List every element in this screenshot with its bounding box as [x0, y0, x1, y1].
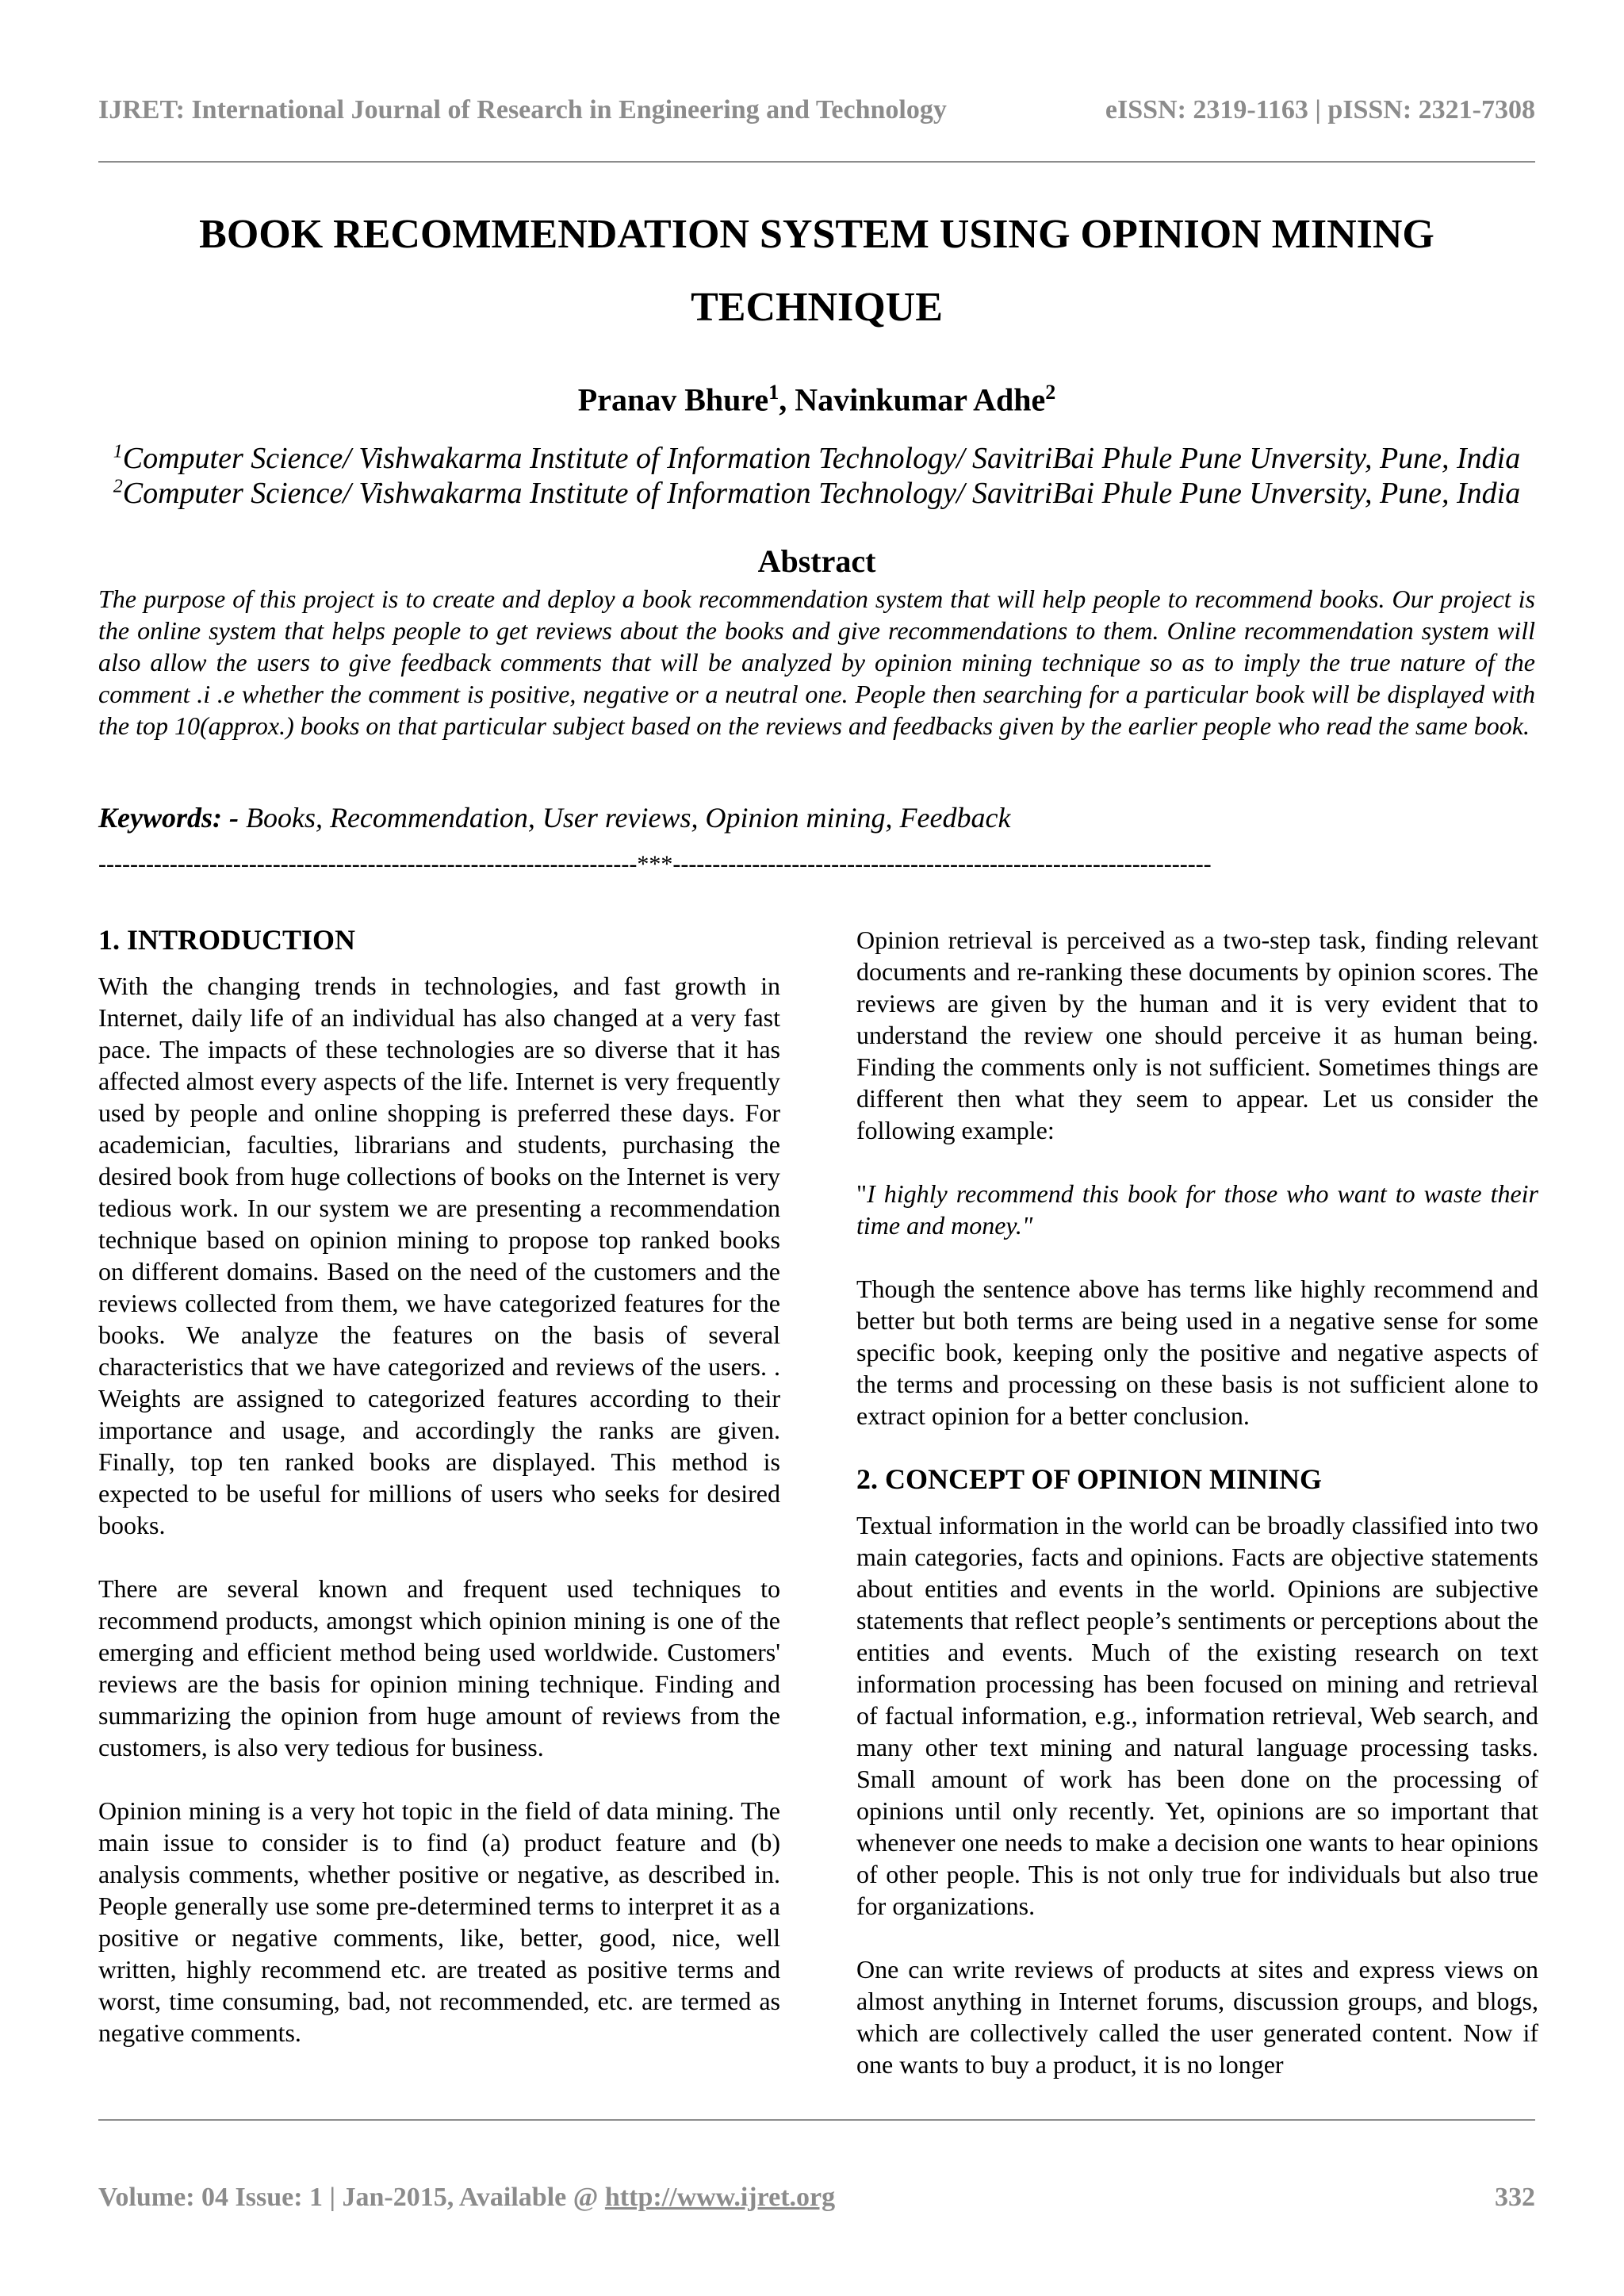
- footer-rule: [98, 2119, 1535, 2121]
- keywords: [98, 801, 1535, 834]
- author-2: Navinkumar Adhe: [795, 381, 1046, 418]
- intro-paragraph-2: There are several known and frequent used techniques to recommend products, amongst which opinion mining is one of the emerging and efficient method being used worldwide. Customers' reviews are the basis for opinion mining technique. Finding and summarizing the opinion from huge amount of reviews from the customers, is also very tedious for business.: [98, 1574, 780, 1761]
- author-1: Pranav Bhure: [577, 381, 769, 418]
- journal-header: IJRET: International Journal of Research in Engineering and Technology: [98, 95, 947, 125]
- affiliation-1-text: Computer Science/ Vishwakarma Institute of Information Technology/ SavitriBai Phule Pune Unversity, Pune, India: [122, 442, 1521, 475]
- affiliation-1-sup: 1: [113, 441, 123, 462]
- right-paragraph-1: Opinion retrieval is perceived as a two-step task, finding relevant documents and re-ranking these documents by opinion scores. The reviews are given by the human and it is very evident that to understand the review one should perceive it as human being. Finding the comments only is not sufficient. Sometimes things are different then what they seem to appear. Let us consider the following example:: [856, 926, 1538, 1144]
- paper-title: [98, 198, 1535, 344]
- introduction-heading: 1. INTRODUCTION: [98, 924, 356, 956]
- affiliation-1: [98, 441, 1535, 476]
- affiliation-2: [98, 476, 1535, 511]
- left-column: [98, 924, 780, 2049]
- keywords-text: Books, Recommendation, User reviews, Opinion mining, Feedback: [238, 802, 1011, 834]
- author-2-sup: 2: [1045, 381, 1056, 404]
- affiliation-2-text: Computer Science/ Vishwakarma Institute of Information Technology/ SavitriBai Phule Pune Unversity, Pune, India: [122, 477, 1521, 510]
- concept-paragraph-2: One can write reviews of products at sites and express views on almost anything in Internet forums, discussion groups, and blogs, which are collectively called the user generated content. Now if one wants to buy a product, it is no longer: [856, 1955, 1538, 2079]
- author-separator: ,: [779, 381, 795, 418]
- title-line-2: TECHNIQUE: [691, 285, 943, 330]
- journal-link[interactable]: http://www.ijret.org: [604, 2183, 836, 2212]
- right-column: [856, 924, 1538, 2080]
- footer-volume: [98, 2183, 835, 2213]
- concept-paragraph-1: Textual information in the world can be broadly classified into two main categories, facts and opinions. Facts are objective statements about entities and events in the world. Opinions are subjective statements that reflect people’s sentiments or perceptions about the entities and events. Much of the existing research on text information processing has been focused on mining and retrieval of factual information, e.g., information retrieval, Web search, and many other text mining and natural language processing tasks. Small amount of work has been done on the processing of opinions until only recently. Yet, opinions are so important that whenever one needs to make a decision one wants to hear opinions of other people. This is not only true for individuals but also true for organizations.: [856, 1511, 1538, 1920]
- title-line-1: BOOK RECOMMENDATION SYSTEM USING OPINION MINING: [199, 212, 1434, 257]
- intro-paragraph-1: With the changing trends in technologies, and fast growth in Internet, daily life of an individual has also changed at a very fast pace. The impacts of these technologies are so diverse that it has affected almost every aspects of the life. Internet is very frequently used by people and online shopping is preferred these days. For academician, faculties, librarians and students, purchasing the desired book from huge collections of books on the Internet is very tedious work. In our system we are presenting a recommendation technique based on opinion mining to propose top ranked books on different domains. Based on the need of the customers and the reviews collected from them, we have categorized features for the books. We analyze the features on the basis of several characteristics that we have categorized and reviews of the users. . Weights are assigned to categorized features according to their importance and usage, and accordingly the ranks are given. Finally, top ten ranked books are displayed. This method is expected to be useful for millions of users who seeks for desired books.: [98, 972, 780, 1539]
- affiliation-2-sup: 2: [113, 476, 123, 497]
- page-number: 332: [1495, 2183, 1535, 2212]
- quote-text: I highly recommend this book for those who want to waste their time and money.": [856, 1179, 1538, 1240]
- section-separator: --------------------------------------------------------------------***--------------------------------------------------------------------: [98, 851, 1212, 877]
- keywords-label: Keywords: -: [98, 802, 239, 834]
- intro-paragraph-3: Opinion mining is a very hot topic in the field of data mining. The main issue to consider is to find (a) product feature and (b) analysis comments, whether positive or negative, as described in. People generally use some pre-determined terms to interpret it as a positive or negative comments, like, better, good, nice, well written, highly recommend etc. are treated as positive terms and worst, time consuming, bad, not recommended, etc. are termed as negative comments.: [98, 1796, 780, 2047]
- quote-open-mark: ": [856, 1179, 868, 1208]
- issn-header: eISSN: 2319-1163 | pISSN: 2321-7308: [1105, 95, 1535, 125]
- abstract-heading: Abstract: [757, 543, 876, 579]
- abstract-text: The purpose of this project is to create and deploy a book recommendation system that will help people to recommend books. Our project is the online system that helps people to get reviews about the books and give recommendations to them. Online recommendation system will also allow the users to give feedback comments that will be analyzed by opinion mining technique so as to imply the true nature of the comment .i .e whether the comment is positive, negative or a neutral one. People then searching for a particular book will be displayed with the top 10(approx.) books on that particular subject based on the reviews and feedbacks given by the earlier people who read the same book.: [98, 585, 1535, 740]
- right-paragraph-2: Though the sentence above has terms like highly recommend and better but both terms are being used in a negative sense for some specific book, keeping only the positive and negative aspects of the terms and processing on these basis is not sufficient alone to extract opinion for a better conclusion.: [856, 1274, 1538, 1430]
- concept-heading: 2. CONCEPT OF OPINION MINING: [856, 1463, 1323, 1495]
- example-quote: [856, 1178, 1538, 1241]
- header-rule: [98, 161, 1535, 163]
- authors: [98, 381, 1535, 418]
- footer-volume-text: Volume: 04 Issue: 1 | Jan-2015, Available @: [98, 2183, 605, 2212]
- author-1-sup: 1: [768, 381, 779, 404]
